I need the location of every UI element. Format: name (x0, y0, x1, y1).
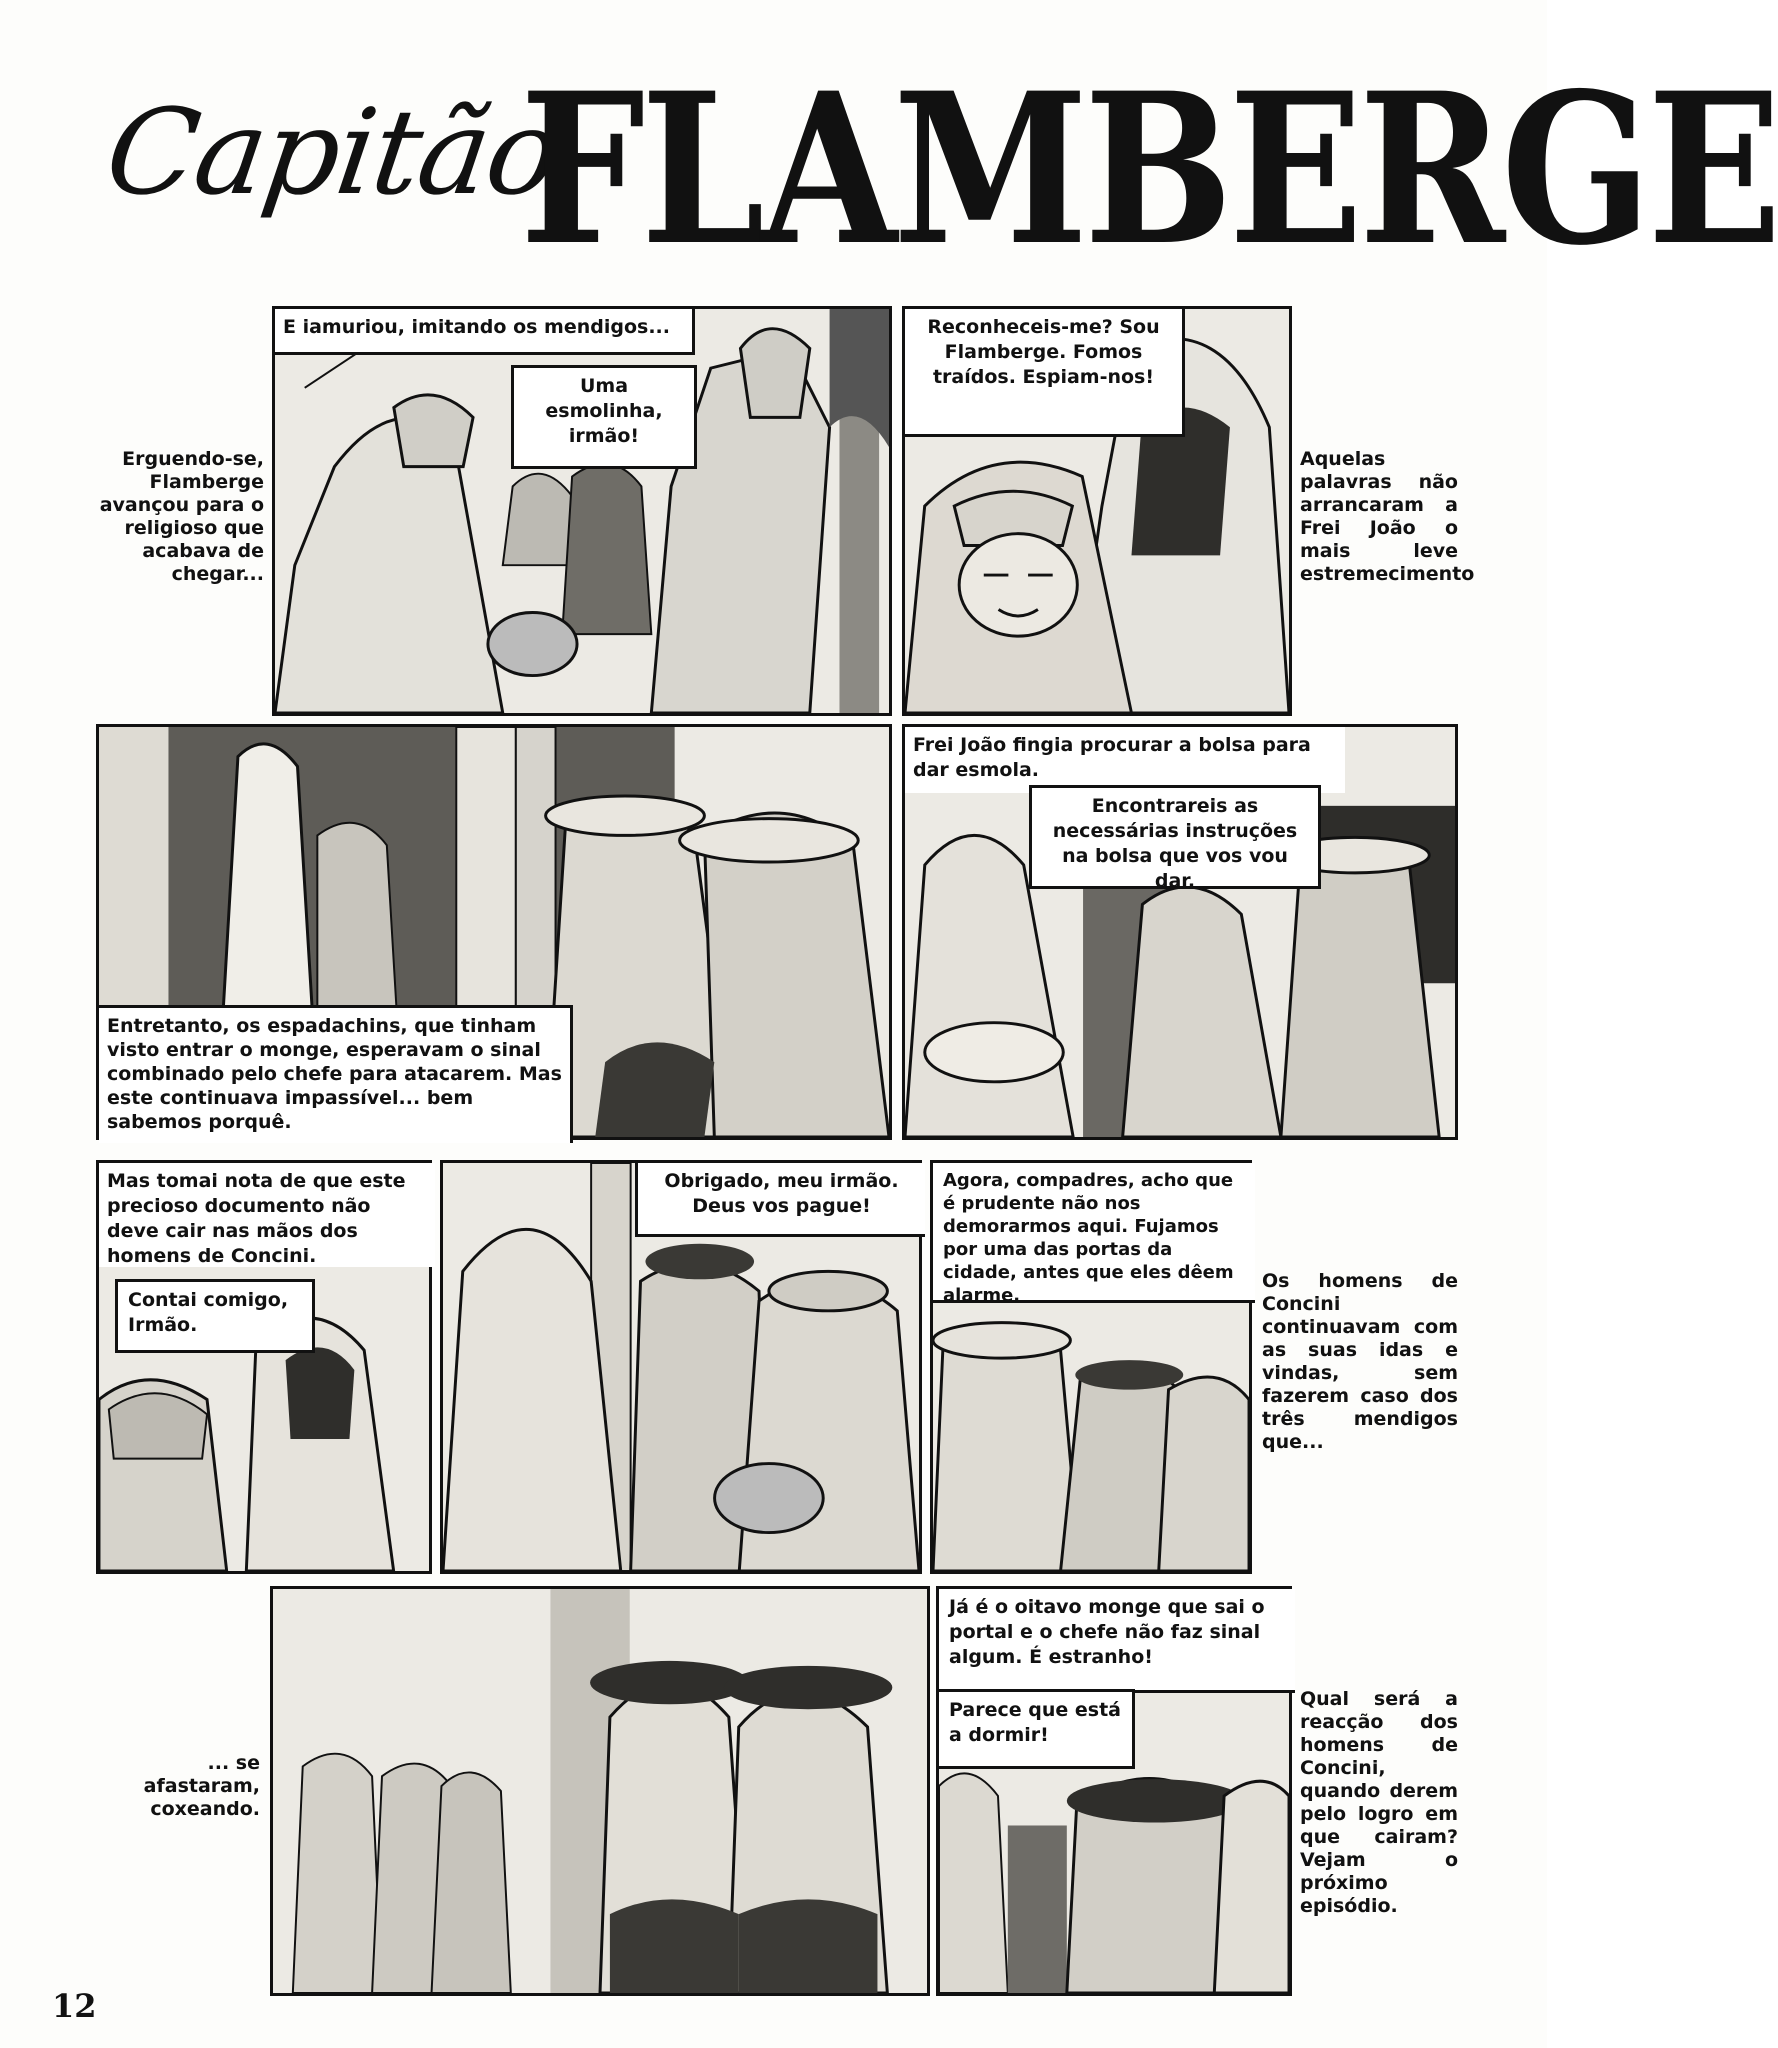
panel-9 (936, 1586, 1292, 1996)
panel-8-art (273, 1589, 927, 1993)
panel-5-caption: Mas tomai nota de que este precioso documento não deve cair nas mãos dos homens de Concini. (99, 1163, 435, 1267)
panel-4-speech-bubble: Encontrareis as necessárias instruções na bolsa que vos vou dar. (1029, 785, 1321, 889)
panel-7-speech-bubble: Agora, compadres, acho que é prudente não nos demorarmos aqui. Fujamos por uma das portas da cidade, antes que eles dêem alarme. (933, 1163, 1255, 1303)
side-text-row3-right: Os homens de Concini continuavam com as suas idas e vindas, sem fazerem caso dos três mendigos que... (1262, 1270, 1458, 1453)
side-text-row4-left: ... se afastaram, coxeando. (143, 1752, 260, 1820)
panel-1 (272, 306, 892, 716)
panel-2 (902, 306, 1292, 716)
panel-6-speech-bubble: Obrigado, meu irmão. Deus vos pague! (635, 1163, 925, 1237)
panel-4-caption: Frei João fingia procurar a bolsa para dar esmola. (905, 727, 1345, 793)
title-main: FLAMBERGE (520, 47, 1778, 292)
panel-2-speech-bubble: Reconheceis-me? Sou Flamberge. Fomos traídos. Espiam-nos! (905, 309, 1185, 437)
title-script: Capitão (98, 83, 567, 221)
side-text-row4-right: Qual será a reacção dos homens de Concini, quando derem pelo logro em que cairam? Vejam o próximo episódio. (1300, 1688, 1458, 1917)
panel-1-caption: E iamuriou, imitando os mendigos... (275, 309, 695, 355)
panel-4 (902, 724, 1458, 1140)
panel-3-caption: Entretanto, os espadachins, que tinham visto entrar o monge, esperavam o sinal combinado pelo chefe para atacarem. Mas este continuava impassível... bem sabemos porquê. (99, 1005, 573, 1143)
panel-9-speech-bubble-2: Parece que está a dormir! (939, 1689, 1135, 1769)
side-text-row1-left: Erguendo-se, Flamberge avançou para o religioso que acabava de chegar... (99, 448, 264, 585)
panel-9-speech-bubble-1: Já é o oitavo monge que sai o portal e o chefe não faz sinal algum. É estranho! (939, 1589, 1295, 1693)
panel-7 (930, 1160, 1252, 1574)
panel-5-speech-bubble: Contai comigo, Irmão. (115, 1279, 315, 1353)
panel-8 (270, 1586, 930, 1996)
page-number: 12 (52, 1987, 97, 2025)
side-text-row1-right: Aquelas palavras não arrancaram a Frei João o mais leve estremecimento (1300, 448, 1475, 585)
panel-6 (440, 1160, 922, 1574)
panel-5 (96, 1160, 432, 1574)
panel-3 (96, 724, 892, 1140)
panel-1-speech-bubble: Uma esmolinha, irmão! (511, 365, 697, 469)
